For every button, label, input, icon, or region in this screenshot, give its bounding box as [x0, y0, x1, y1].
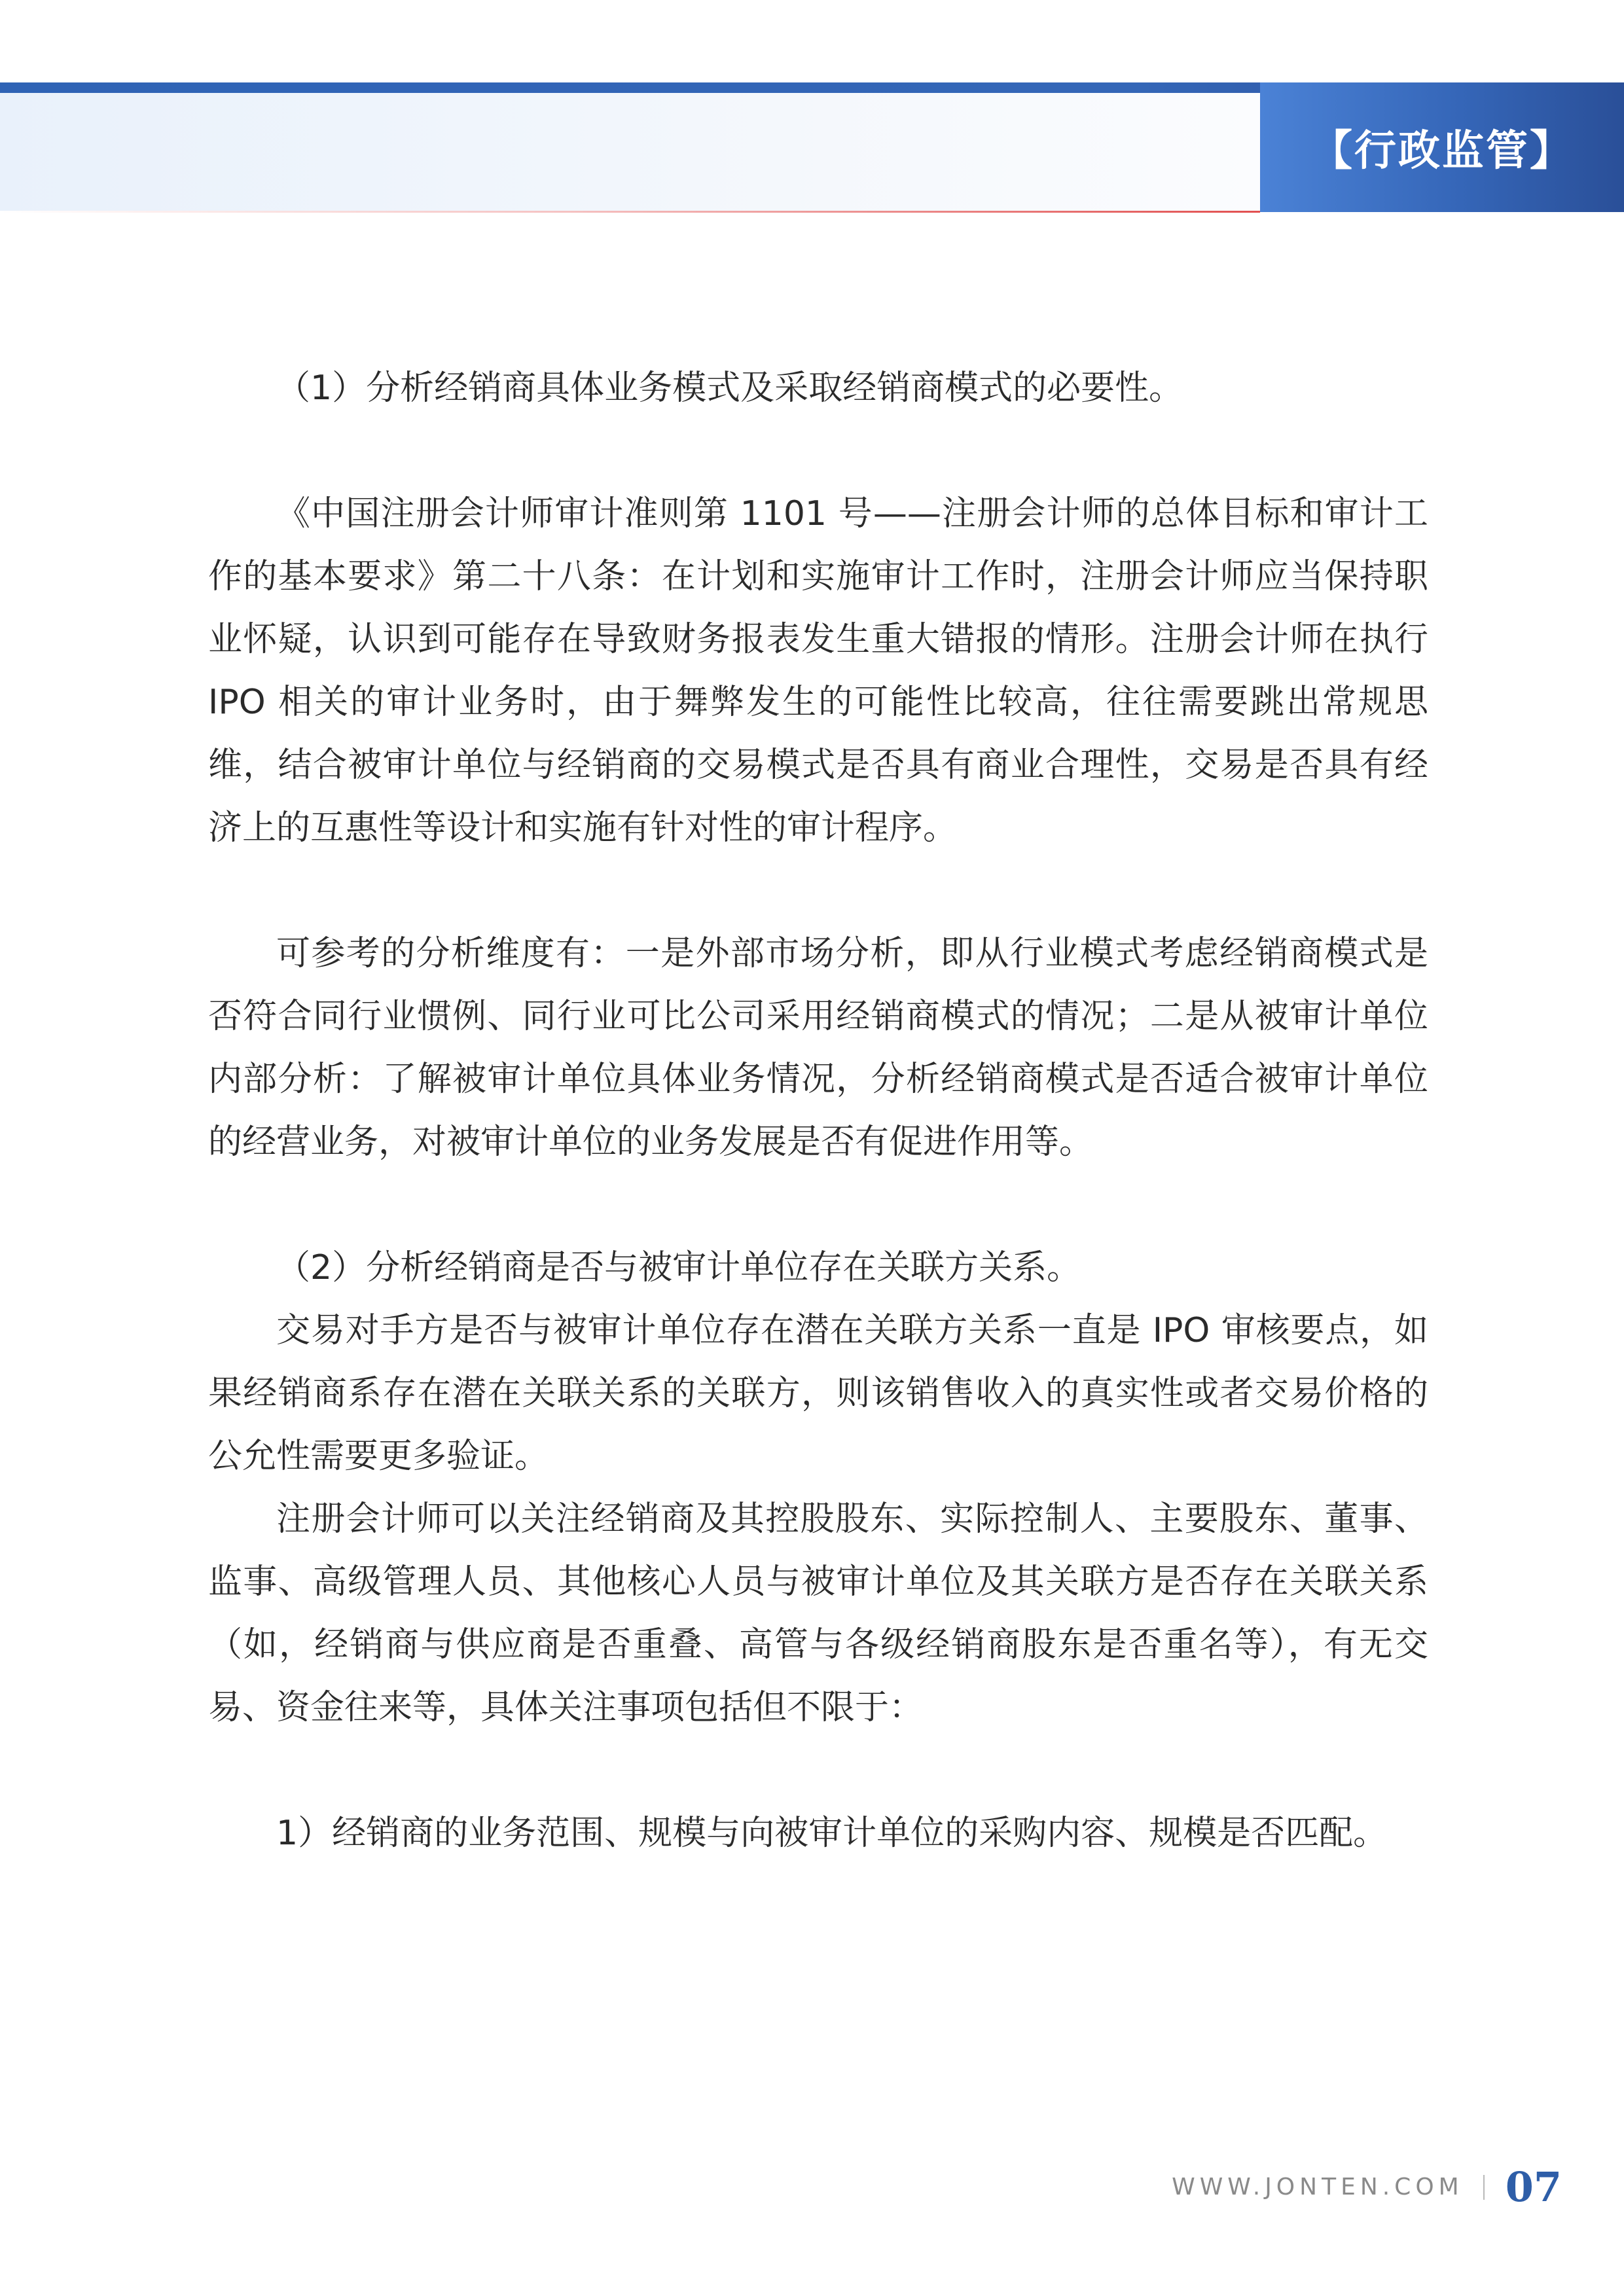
page-number: 07: [1505, 2163, 1562, 2211]
paragraph-dimensions: 可参考的分析维度有：一是外部市场分析，即从行业模式考虑经销商模式是否符合同行业惯例、同行业可比公司采用经销商模式的情况；二是从被审计单位内部分析：了解被审计单位具体业务情况，分析经销商模式是否适合被审计单位的经营业务，对被审计单位的业务发展是否有促进作用等。: [208, 934, 1428, 1162]
footer-divider: [1483, 2175, 1485, 2200]
paragraph-standard: 《中国注册会计师审计准则第 1101 号——注册会计师的总体目标和审计工作的基本要求》第二十八条：在计划和实施审计工作时，注册会计师应当保持职业怀疑，认识到可能存在导致财务报表发生重大错报的情形。注册会计师在执行 IPO 相关的审计业务时，由于舞弊发生的可能性比较高，往往需要跳出常规思维，结合被审计单位与经销商的交易模式是否具有商业合理性，交易是否具有经济上的互惠性等设计和实施有针对性的审计程序。: [208, 494, 1428, 848]
section-tab: [1260, 82, 1624, 212]
paragraph-focus: 注册会计师可以关注经销商及其控股股东、实际控制人、主要股东、董事、监事、高级管理人员、其他核心人员与被审计单位及其关联方是否存在关联关系（如，经销商与供应商是否重叠、高管与各级经销商股东是否重名等），有无交易、资金往来等，具体关注事项包括但不限于：: [208, 1499, 1428, 1727]
heading-2: （2）分析经销商是否与被审计单位存在关联方关系。: [276, 1248, 1081, 1287]
section-label: 【行政监管】: [1310, 127, 1574, 175]
page-footer: [1172, 2163, 1562, 2211]
heading-1: （1）分析经销商具体业务模式及采取经销商模式的必要性。: [276, 368, 1183, 408]
website-url[interactable]: WWW.JONTEN.COM: [1172, 2174, 1464, 2200]
paragraph-related-party: 交易对手方是否与被审计单位存在潜在关联方关系一直是 IPO 审核要点，如果经销商系存在潜在关联关系的关联方，则该销售收入的真实性或者交易价格的公允性需要更多验证。: [208, 1311, 1428, 1476]
list-item-1: 1）经销商的业务范围、规模与向被审计单位的采购内容、规模是否匹配。: [276, 1814, 1388, 1853]
header-band: [0, 93, 1260, 211]
article-body: [208, 357, 1428, 1865]
header-accent-line: [0, 211, 1260, 213]
